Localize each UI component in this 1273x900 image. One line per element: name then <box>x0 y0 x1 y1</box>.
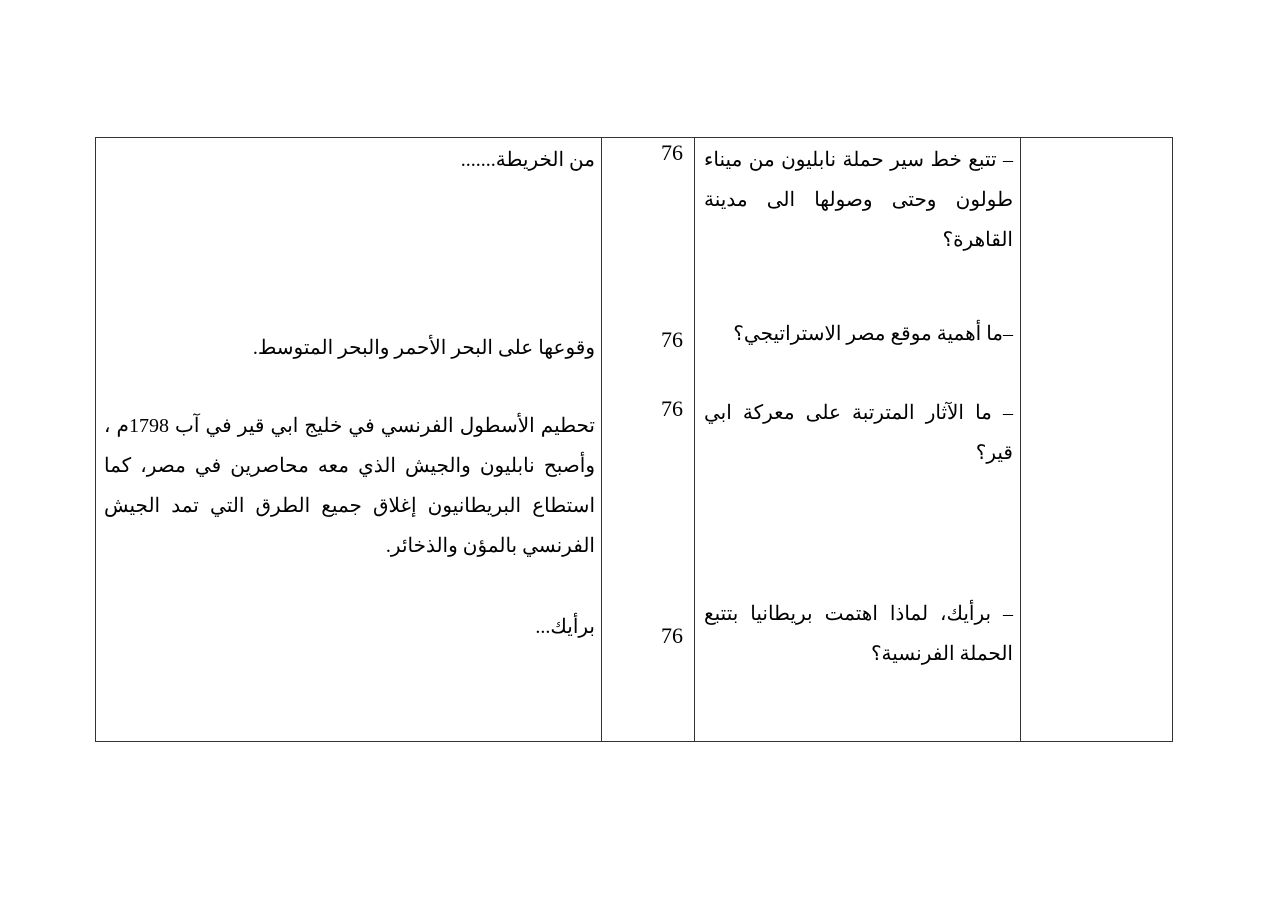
column-divider-answers <box>601 137 602 742</box>
answer-4: برأيك... <box>535 616 595 638</box>
page-number-4: 76 <box>661 623 683 648</box>
answer-2: وقوعها على البحر الأحمر والبحر المتوسط. <box>252 337 595 359</box>
question-3: – ما الآثار المترتبة على معركة ابي قير؟ <box>704 402 1013 464</box>
answer-3: تحطيم الأسطول الفرنسي في خليج ابي قير في آب 1798م ، وأصبح نابليون والجيش الذي معه محاصرين في مصر، كما استطاع البريطانيون إغلاق جميع الطرق التي تمد الجيش الفرنسي بالمؤن والذخائر. <box>104 415 595 557</box>
page-number-1: 76 <box>661 140 683 165</box>
column-divider-page <box>694 137 695 742</box>
question-2: –ما أهمية موقع مصر الاستراتيجي؟ <box>733 323 1013 345</box>
page-number-2: 76 <box>661 327 683 352</box>
answer-1: من الخريطة....... <box>460 149 595 171</box>
question-1: – تتبع خط سير حملة نابليون من ميناء طولون وحتى وصولها الى مدينة القاهرة؟ <box>704 149 1013 251</box>
question-4: – برأيك، لماذا اهتمت بريطانيا بتتبع الحملة الفرنسية؟ <box>704 603 1013 665</box>
column-divider-questions <box>1020 137 1021 742</box>
page-number-3: 76 <box>661 396 683 421</box>
